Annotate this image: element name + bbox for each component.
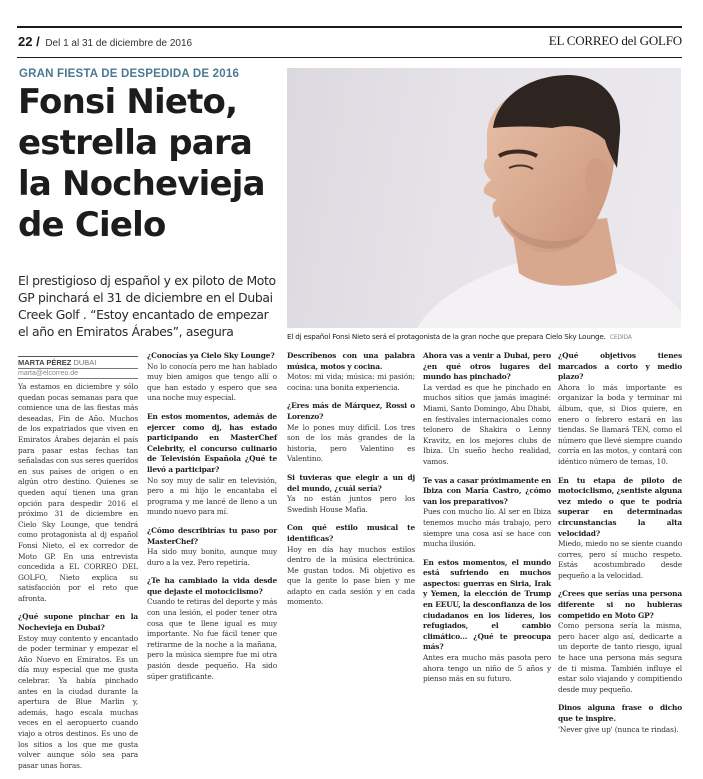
question: ¿Cómo describirías tu paso por MasterChef? bbox=[147, 525, 277, 546]
qa-item bbox=[147, 412, 277, 518]
standfirst: El prestigioso dj español y ex piloto de Moto GP pinchará el 31 de diciembre en el Dubai Creek Golf . “Estoy encantado de empezar el año en Emiratos Árabes”, asegura bbox=[18, 273, 276, 339]
question: ¿Crees que serías una persona diferente si no hubieras competido en Moto GP? bbox=[558, 589, 682, 620]
qa-item bbox=[558, 476, 682, 582]
byline bbox=[18, 356, 138, 379]
qa-item bbox=[147, 351, 277, 404]
answer: Ya no están juntos pero los Swedish House Mafia. bbox=[287, 494, 415, 514]
author-name: MARTA PÉREZ bbox=[18, 358, 72, 367]
answer: Ahora lo más importante es organizar la boda y terminar mi álbum, que, si Dios quiere, en enero o febrero estará en las tiendas. Se llamará TEN, como el número que llevé siempre cuando corría en las motos, y contará con idéntico número de temas, 10. bbox=[558, 382, 682, 466]
caption-text: El dj español Fonsi Nieto será el protagonista de la gran noche que prepara Cielo Sky Lounge. bbox=[287, 332, 606, 341]
qa-item bbox=[558, 589, 682, 695]
text-column-1 bbox=[18, 382, 138, 779]
photo-credit: CEDIDA bbox=[609, 334, 632, 341]
text-column-4 bbox=[423, 351, 551, 693]
answer: No lo conocía pero me han hablado muy bien amigos que tengo allí o que han estado y espero que sea una noche muy especial. bbox=[147, 361, 277, 403]
issue-date: Del 1 al 31 de diciembre de 2016 bbox=[45, 38, 193, 49]
answer: Antes era mucho más pasota pero ahora tengo un niño de 5 años y pienso más en su futuro. bbox=[423, 653, 551, 684]
qa-item bbox=[423, 476, 551, 550]
qa-item bbox=[147, 526, 277, 568]
section-kicker: GRAN FIESTA DE DESPEDIDA DE 2016 bbox=[19, 68, 240, 80]
question: Descríbenos con una palabra música, motos y cocina. bbox=[287, 351, 415, 371]
answer: Estoy muy contento y encantado de poder terminar y empezar el Año Nuevo en Emiratos. Es un día muy especial que me gusta celebrar. Ya había pinchado antes en la ciudad durante la apertura de Blue Marlin y, además, hago escala muchas veces en el aeropuerto cuando viajo a otros destinos. Es uno de los sitios a los que me gusta volver aunque sólo sea para pasar unas horas. bbox=[18, 633, 138, 770]
qa-item bbox=[423, 558, 551, 685]
article-photo bbox=[287, 68, 681, 328]
qa-item bbox=[18, 612, 138, 771]
author-email[interactable]: marta@elcorreo.de bbox=[18, 369, 138, 379]
question: ¿Qué objetivos tienes marcados a corto y medio plazo? bbox=[558, 351, 682, 382]
newspaper-masthead: EL CORREO del GOLFO bbox=[548, 33, 682, 48]
answer: La verdad es que he pinchado en muchos sitios que jamás imaginé: Miami, Santo Domingo, Abu Dhabi, en festivales internacionales como telonero de Shakira o Lenny Kravitz, en los mejores clubs de Ibiza. Un sueño hecho realidad, vamos. bbox=[423, 382, 551, 466]
qa-item bbox=[147, 576, 277, 682]
qa-item bbox=[287, 473, 415, 515]
answer: No soy muy de salir en televisión, pero a mi hijo le encantaba el programa y me lancé de lleno a un mundo nuevo para mí. bbox=[147, 475, 277, 517]
answer: 'Never give up' (nunca te rindas). bbox=[558, 724, 679, 734]
portrait-photo-illustration bbox=[287, 68, 681, 328]
question: En tu etapa de piloto de motociclismo, ¿sentiste alguna vez miedo o que te podría superar en determinadas circunstancias la alta velocidad? bbox=[558, 475, 683, 538]
text-column-2 bbox=[147, 351, 277, 690]
answer: Me lo pones muy difícil. Los tres son de los más grandes de la historia, pero Valentino es Valentino. bbox=[287, 422, 415, 464]
answer: Como persona sería la misma, pero hacer algo así, dedicarte a un deporte de tanto riesgo, igual te hace una persona más segura de ti misma. También influye el estar solo viajando y compitiendo desde muy pequeño. bbox=[558, 621, 682, 694]
question: En estos momentos, el mundo está sufriendo en muchos aspectos: guerras en Siria, Irak y Yemen, la elección de Trump en EEUU, la desconfianza de los ciudadanos en los líderes, los refugiados, el cambio climático... ¿Qué te preocupa más? bbox=[423, 557, 551, 652]
qa-item bbox=[287, 523, 415, 608]
page-header bbox=[17, 26, 682, 58]
qa-item bbox=[287, 351, 415, 393]
question: En estos momentos, además de ejercer como dj, has estado participando en MasterChef Celebrity, el concurso culinario de Televisión Española ¿Qué te llevó a participar? bbox=[147, 411, 277, 474]
question: Ahora vas a venir a Dubai, pero ¿en qué otros lugares del mundo has pinchado? bbox=[423, 351, 551, 382]
question: Te vas a casar próximamente en Ibiza con María Castro, ¿cómo van los preparativos? bbox=[423, 475, 551, 506]
qa-item bbox=[558, 703, 682, 735]
text-column-3 bbox=[287, 351, 415, 616]
qa-item bbox=[287, 401, 415, 465]
answer: Miedo, miedo no se siente cuando corres, pero sí mucho respeto. Estás acostumbrado desde pequeño a la velocidad. bbox=[558, 539, 682, 580]
answer: Motos: mi vida; música: mi pasión; cocina: una bonita experiencia. bbox=[287, 372, 415, 392]
photo-caption bbox=[287, 332, 687, 341]
text-column-5 bbox=[558, 351, 682, 743]
answer: Pues con mucho lío. Al ser en Ibiza tenemos mucho más trabajo, pero siempre una cosa así se hace con mucha ilusión. bbox=[423, 507, 551, 549]
qa-item bbox=[558, 351, 682, 468]
page-number bbox=[18, 34, 192, 49]
answer: Ha sido muy bonito, aunque muy duro a la vez. Pero repetiría. bbox=[147, 547, 277, 567]
page-number-label: 22 / bbox=[18, 34, 40, 49]
answer: Hoy en día hay muchos estilos dentro de la música electrónica. Me gustan todos. Mi objetivo es que la gente lo pase bien y me adapto en cada sesión y en cada momento. bbox=[287, 544, 415, 607]
intro-paragraph: Ya estamos en diciembre y sólo quedan pocas semanas para que comience una de las fiestas más deseadas, Fin de Año. Muchos de los expatriados que viven en Emiratos Árabes dejarán el país para pasar estas fechas tan señaladas con sus seres queridos en sus países de origen o en algún otro destino. Quienes se queden aquí tienen una gran opción para despedir 2016 el próximo 31 de diciembre en Cielo Sky Lounge, que tendrá como protagonista al dj español Fonsi Nieto, el ex corredor de Moto GP. En una entrevista concedida a EL CORREO DEL GOLFO, Nieto explica su satisfacción por el reto que afronta. bbox=[18, 382, 138, 603]
question: ¿Qué supone pinchar en la Nochevieja en Dubai? bbox=[18, 612, 138, 633]
question: ¿Te ha cambiado la vida desde que dejaste el motociclismo? bbox=[147, 576, 277, 596]
answer: Cuando te retiras del deporte y más con una lesión, el poder tener otra cosa que te llene igual es muy importante. No fue fácil tener que retirarme de la noche a la mañana, pero la música siempre fue mi otra pasión desde pequeño. Ha sido súper gratificante. bbox=[147, 597, 277, 681]
qa-item bbox=[423, 351, 551, 468]
question: Si tuvieras que elegir a un dj del mundo, ¿cuál sería? bbox=[287, 472, 415, 493]
headline: Fonsi Nieto, estrella para la Nochevieja de Cielo bbox=[18, 82, 265, 245]
question: Dinos alguna frase o dicho que te inspire. bbox=[558, 703, 682, 723]
question: ¿Eres más de Márquez, Rossi o Lorenzo? bbox=[287, 401, 415, 421]
question: ¿Conocías ya Cielo Sky Lounge? bbox=[147, 351, 275, 360]
author-location: DUBAI bbox=[73, 358, 97, 367]
question: Con qué estilo musical te identificas? bbox=[287, 523, 415, 543]
